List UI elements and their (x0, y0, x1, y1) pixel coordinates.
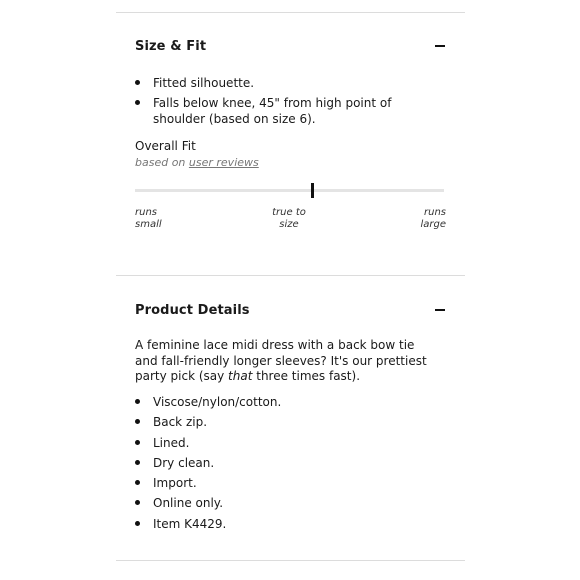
list-item-text: Viscose/nylon/cotton. (153, 395, 282, 409)
list-item (135, 495, 435, 515)
scale-label-line: small (135, 219, 162, 230)
list-item (135, 95, 435, 127)
product-details-bullets (135, 394, 435, 536)
bullet-dot-icon (135, 80, 140, 85)
scale-label-runs-small (135, 207, 162, 231)
bullet-dot-icon (135, 480, 140, 485)
scale-label-line: runs (135, 207, 157, 218)
based-on-text: based on (135, 156, 186, 169)
size-fit-bullets (135, 75, 435, 127)
list-item-text: Fitted silhouette. (153, 76, 255, 90)
fit-scale-track (135, 189, 444, 192)
description-text: A feminine lace midi dress with a back bow tie and fall-friendly longer sleeves? It's our prettiest party pick (say (135, 338, 427, 383)
description-emphasis: that (228, 369, 253, 383)
bullet-dot-icon (135, 460, 140, 465)
scale-label-line: size (279, 219, 299, 230)
bullet-dot-icon (135, 440, 140, 445)
overall-fit-subtitle (135, 156, 259, 169)
product-details-title: Product Details (135, 303, 250, 318)
list-item-text: Lined. (153, 435, 190, 450)
bullet-dot-icon (135, 521, 140, 526)
user-reviews-link[interactable]: user reviews (188, 156, 259, 169)
scale-label-line: runs (424, 207, 446, 218)
top-divider (116, 12, 465, 13)
section-divider (116, 275, 465, 276)
list-item (135, 414, 435, 434)
list-item-text: Falls below knee, 45" from high point of shoulder (based on size 6). (153, 96, 392, 126)
list-item-text: Dry clean. (153, 455, 215, 470)
size-fit-collapse-button[interactable] (431, 37, 449, 55)
list-item (135, 475, 435, 495)
bullet-dot-icon (135, 419, 140, 424)
fit-scale-marker (311, 183, 314, 198)
list-item (135, 455, 435, 475)
product-description (135, 338, 435, 385)
list-item (135, 75, 435, 91)
size-fit-title: Size & Fit (135, 39, 207, 54)
scale-label-line: true to (272, 207, 306, 218)
list-item-text: Back zip. (153, 415, 208, 430)
list-item (135, 394, 435, 414)
list-item-text: Item K4429. (153, 516, 227, 531)
list-item (135, 435, 435, 455)
bullet-dot-icon (135, 399, 140, 404)
list-item-text: Online only. (153, 496, 224, 511)
bullet-dot-icon (135, 100, 140, 105)
description-text-end: three times fast). (252, 369, 361, 383)
bullet-dot-icon (135, 500, 140, 505)
overall-fit-label: Overall Fit (135, 139, 196, 153)
list-item-text: Import. (153, 476, 197, 491)
product-details-collapse-button[interactable] (431, 301, 449, 319)
list-item (135, 516, 435, 536)
minus-icon (435, 309, 445, 311)
scale-label-runs-large (404, 207, 446, 231)
minus-icon (435, 45, 445, 47)
bottom-divider (116, 560, 465, 561)
scale-label-line: large (420, 219, 446, 230)
scale-label-true-to-size (260, 207, 318, 231)
